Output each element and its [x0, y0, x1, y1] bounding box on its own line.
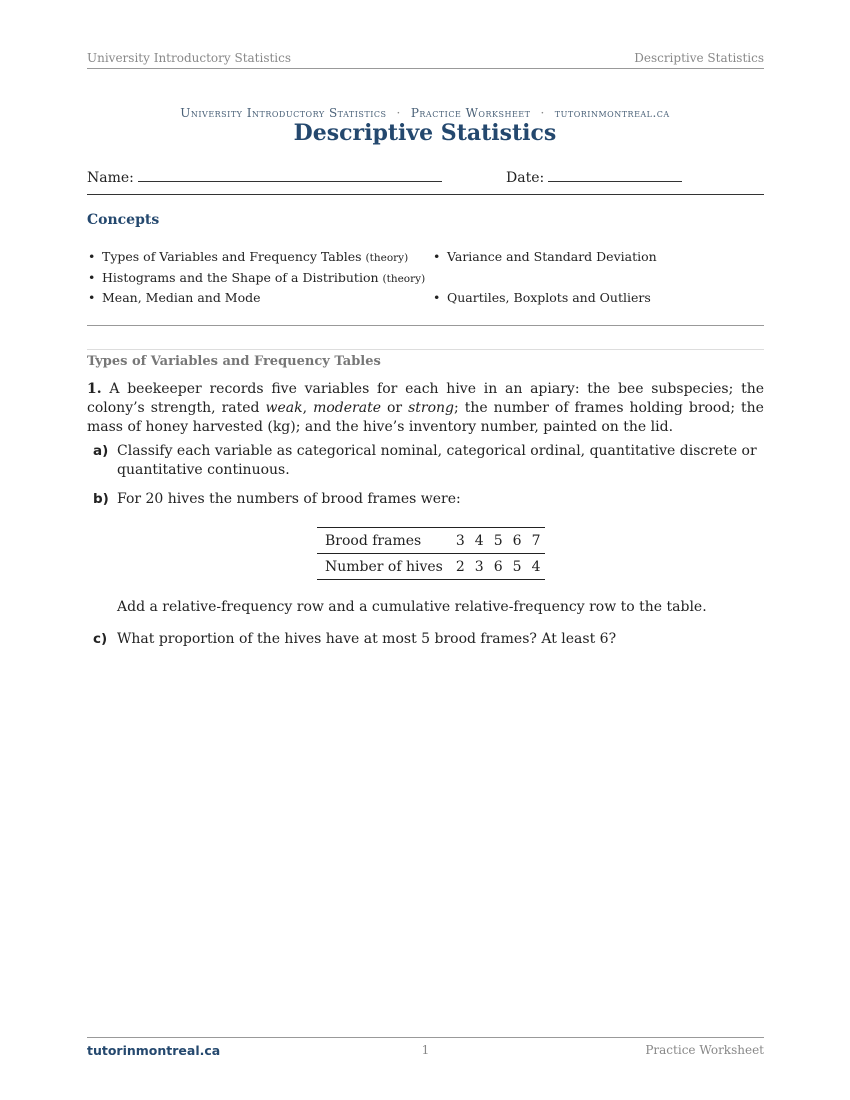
question-number: 1.	[87, 381, 102, 397]
concept-item: • Quartiles, Boxplots and Outliers	[447, 290, 651, 305]
part-label: a)	[93, 443, 109, 459]
worksheet-subtitle	[0, 106, 850, 120]
page-title: Descriptive Statistics	[293, 120, 557, 146]
part-label: c)	[93, 631, 108, 647]
concept-item: • Types of Variables and Frequency Tables (theory)	[102, 249, 408, 264]
row-label: Number of hives	[317, 554, 451, 580]
subtitle-course: University Introductory Statistics	[180, 106, 387, 120]
date-blank-line[interactable]	[548, 166, 682, 182]
table-cell: 6	[508, 528, 527, 554]
table-cell: 3	[451, 528, 470, 554]
header-topic: Descriptive Statistics	[634, 51, 764, 65]
date-label: Date:	[506, 170, 545, 186]
part-text: Classify each variable as categorical nominal, categorical ordinal, quantitative discrete or quantitative continuous.	[117, 443, 757, 478]
row-label: Brood frames	[317, 528, 451, 554]
table-instruction: Add a relative-frequency row and a cumulative relative-frequency row to the table.	[117, 599, 707, 615]
section-divider	[87, 349, 764, 350]
part-label: b)	[93, 491, 109, 507]
table-row	[317, 554, 545, 580]
page-footer	[87, 1037, 764, 1062]
table-cell: 6	[489, 554, 508, 580]
part-text: For 20 hives the numbers of brood frames were:	[117, 491, 461, 507]
table-cell: 5	[508, 554, 527, 580]
question-part-b	[93, 490, 764, 509]
table-cell: 4	[527, 554, 546, 580]
concept-item: • Histograms and the Shape of a Distribution (theory)	[102, 270, 425, 285]
subtitle-site: tutorinmontreal.ca	[554, 106, 670, 120]
table-cell: 7	[527, 528, 546, 554]
question-part-c	[93, 630, 764, 649]
subtitle-separator: ·	[540, 106, 545, 120]
header-divider	[87, 194, 764, 195]
subtitle-kind: Practice Worksheet	[410, 106, 531, 120]
concepts-heading: Concepts	[87, 212, 160, 228]
footer-site-link[interactable]: tutorinmontreal.ca	[87, 1043, 221, 1058]
name-field[interactable]	[87, 166, 442, 186]
question-1: 1. A beekeeper records five variables for each hive in an apiary: the bee subspecies; the colony’s strength, rated weak, moderate or strong; the number of frames holding brood; the mass of honey harvested (kg); and the hive’s inventory number, painted on the lid.	[87, 381, 764, 435]
table-cell: 5	[489, 528, 508, 554]
concepts-divider	[87, 325, 764, 326]
part-text: What proportion of the hives have at most 5 brood frames? At least 6?	[117, 631, 617, 647]
table-row	[317, 528, 545, 554]
subtitle-separator: ·	[396, 106, 401, 120]
footer-label: Practice Worksheet	[645, 1043, 764, 1057]
frequency-table	[317, 527, 545, 580]
header-course: University Introductory Statistics	[87, 51, 292, 65]
table-cell: 3	[470, 554, 489, 580]
table-cell: 2	[451, 554, 470, 580]
section-heading: Types of Variables and Frequency Tables	[87, 354, 381, 369]
name-label: Name:	[87, 170, 134, 186]
running-header	[87, 51, 764, 69]
table-cell: 4	[470, 528, 489, 554]
question-part-a	[93, 442, 764, 480]
concept-item: • Variance and Standard Deviation	[447, 249, 657, 264]
name-blank-line[interactable]	[138, 166, 442, 182]
page-number: 1	[421, 1043, 430, 1057]
concept-item: • Mean, Median and Mode	[102, 290, 261, 305]
date-field[interactable]	[506, 166, 682, 186]
